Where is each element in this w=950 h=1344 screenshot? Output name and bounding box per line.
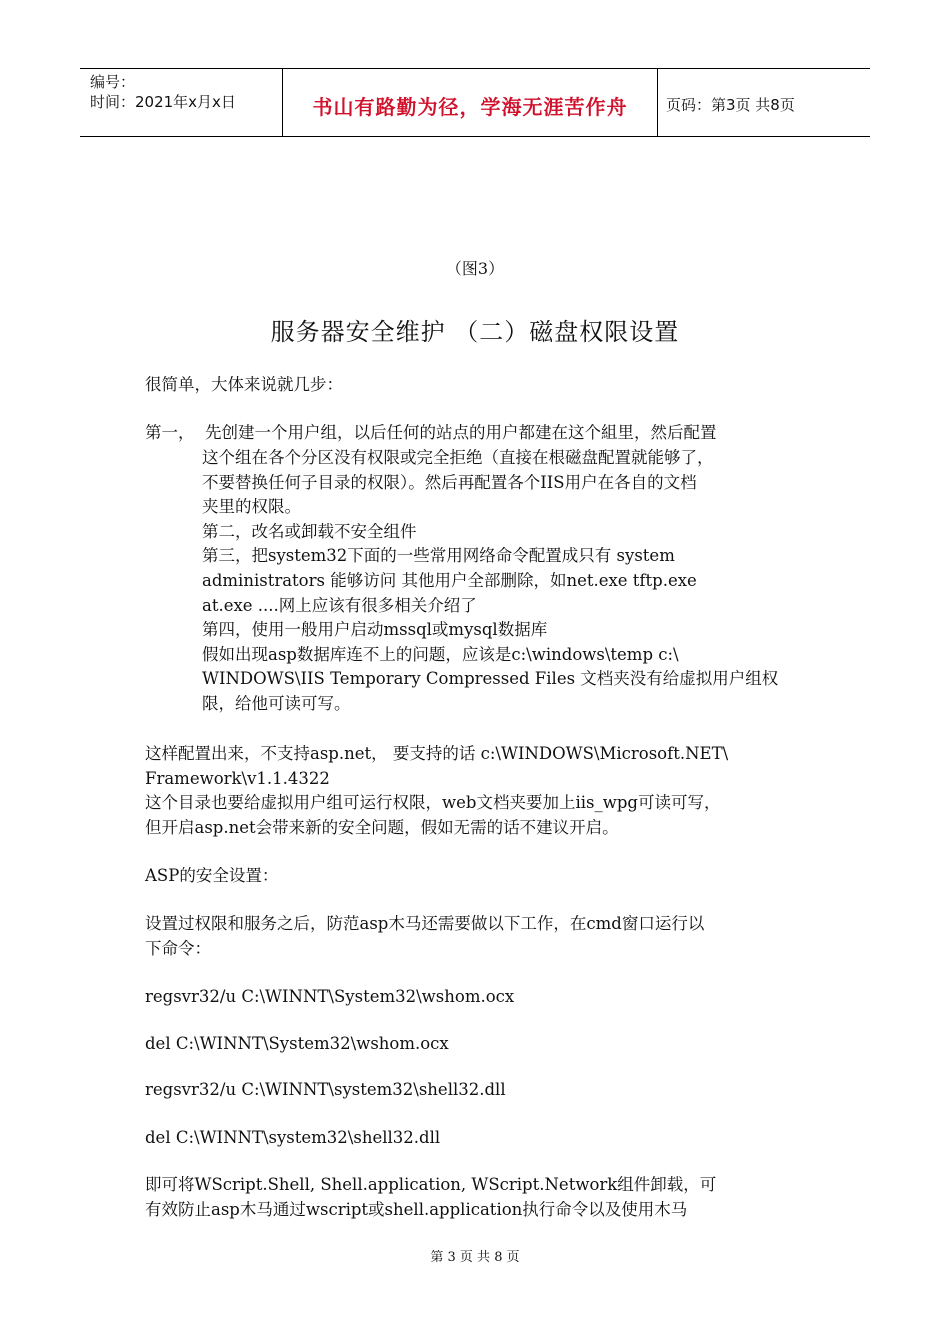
header-meta-cell xyxy=(80,69,283,136)
header-table xyxy=(80,68,870,137)
header-motto-cell xyxy=(283,69,658,136)
asp-intro: 设置过权限和服务之后，防范asp木马还需要做以下工作，在cmd窗口运行以 下命令： xyxy=(145,914,705,958)
step1-lead: 第一， 先创建一个用户组，以后任何的站点的用户都建在这个組里，然后配置 xyxy=(145,423,717,442)
page-label: 页码：第3页 共8页 xyxy=(666,96,795,114)
figure-caption: （图3） xyxy=(445,259,505,278)
intro-paragraph: 很简单，大体来说就几步： xyxy=(145,375,343,394)
steps-list: 这个组在各个分区没有权限或完全拒绝（直接在根磁盘配置就能够了， 不要替换任何子目录的权限）。然后再配置各个IIS用户在各自的文档 夹里的权限。 第二，改名或卸载不安全组件 第三，把system32下面的一些常用网络命令配置成只有 system administrators 能够访问 其他用户全部删除，如net.exe tftp.exe at.exe ....网上应该有很多相关介绍了 第四，使用一般用户启动mssql或mysql数据库 假如出现asp数据库连不上的问题，应该是c:\windows\temp c:\ WINDOWS\IIS Temporary Compressed Files 文档夹没有给虚拟用户组权 限，给他可读可写。 xyxy=(202,448,779,713)
asp-heading: ASP的安全设置： xyxy=(145,866,279,885)
section-title: 服务器安全维护 （二）磁盘权限设置 xyxy=(270,318,680,346)
command-line: regsvr32/u C:\WINNT\system32\shell32.dll xyxy=(145,1080,506,1099)
command-line: regsvr32/u C:\WINNT\System32\wshom.ocx xyxy=(145,987,515,1006)
number-label: 编号： xyxy=(90,73,136,91)
time-label: 时间：2021年x月x日 xyxy=(90,93,236,111)
closing-paragraph: 即可将WScript.Shell, Shell.application, WScript.Network组件卸载，可 有效防止asp木马通过wscript或shell.application执行命令以及使用木马 xyxy=(145,1175,717,1219)
command-line: del C:\WINNT\System32\wshom.ocx xyxy=(145,1034,449,1053)
motto: 书山有路勤为径，学海无涯苦作舟 xyxy=(312,95,628,119)
command-line: del C:\WINNT\system32\shell32.dll xyxy=(145,1128,441,1147)
aspnet-paragraph: 这样配置出来，不支持asp.net， 要支持的话 c:\WINDOWS\Microsoft.NET\ Framework\v1.1.4322 这个目录也要给虚拟用户组可运行权限，web文档夹要加上iis_wpg可读可写， 但开启asp.net会带来新的安全问题，假如无需的话不建议开启。 xyxy=(145,744,729,837)
header-page-cell xyxy=(658,69,870,136)
page-footer: 第 3 页 共 8 页 xyxy=(430,1250,520,1265)
